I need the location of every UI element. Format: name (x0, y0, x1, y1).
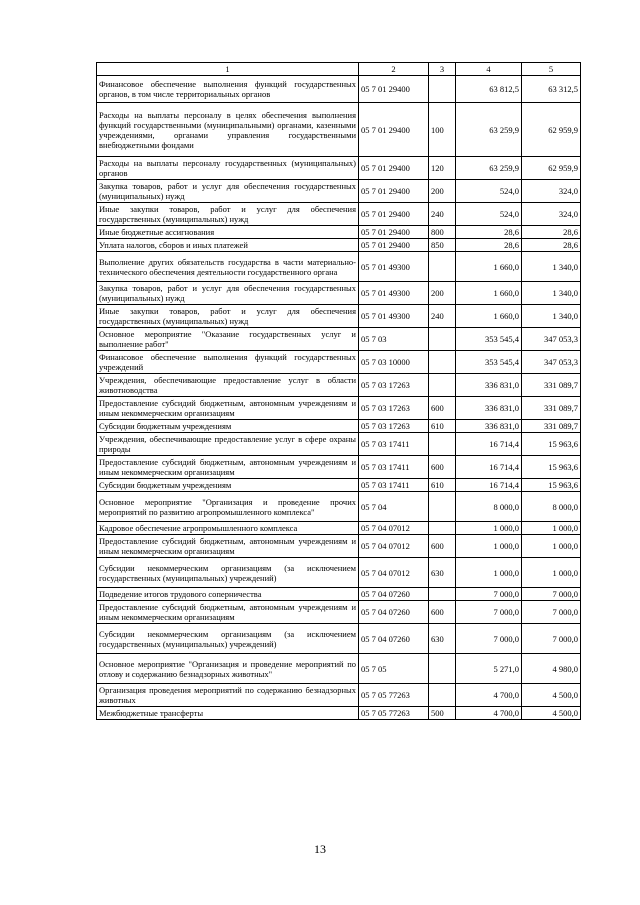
row-code: 05 7 03 (359, 328, 429, 351)
row-value-2: 62 959,9 (522, 157, 581, 180)
row-name: Уплата налогов, сборов и иных платежей (97, 239, 359, 252)
row-value-2: 7 000,0 (522, 588, 581, 601)
table-row (97, 707, 581, 720)
row-code: 05 7 03 10000 (359, 351, 429, 374)
table-row (97, 558, 581, 588)
row-code: 05 7 04 07012 (359, 535, 429, 558)
row-code: 05 7 01 29400 (359, 76, 429, 103)
row-value-1: 524,0 (456, 203, 522, 226)
row-code: 05 7 05 (359, 654, 429, 684)
row-name: Субсидии бюджетным учреждениям (97, 479, 359, 492)
table-row (97, 239, 581, 252)
table-row (97, 252, 581, 282)
table-row (97, 305, 581, 328)
row-code: 05 7 03 17411 (359, 479, 429, 492)
row-value-2: 347 053,3 (522, 328, 581, 351)
row-expense-type (429, 374, 456, 397)
row-expense-type (429, 252, 456, 282)
table-row (97, 180, 581, 203)
row-value-2: 4 500,0 (522, 707, 581, 720)
row-value-2: 1 000,0 (522, 535, 581, 558)
table-row (97, 433, 581, 456)
table-row (97, 226, 581, 239)
row-code: 05 7 01 29400 (359, 180, 429, 203)
row-code: 05 7 03 17263 (359, 397, 429, 420)
row-value-1: 16 714,4 (456, 479, 522, 492)
row-expense-type: 100 (429, 103, 456, 157)
row-name: Иные закупки товаров, работ и услуг для обеспечения государственных (муниципальных) нужд (97, 305, 359, 328)
header-col-3: 3 (429, 63, 456, 76)
table-row (97, 282, 581, 305)
row-code: 05 7 05 77263 (359, 684, 429, 707)
row-code: 05 7 01 49300 (359, 252, 429, 282)
row-expense-type (429, 684, 456, 707)
row-name: Расходы на выплаты персоналу государственных (муниципальных) органов (97, 157, 359, 180)
row-value-1: 5 271,0 (456, 654, 522, 684)
table-row (97, 535, 581, 558)
row-name: Организация проведения мероприятий по содержанию безнадзорных животных (97, 684, 359, 707)
row-value-1: 336 831,0 (456, 397, 522, 420)
row-code: 05 7 01 49300 (359, 305, 429, 328)
table-row (97, 479, 581, 492)
row-value-1: 4 700,0 (456, 707, 522, 720)
row-name: Иные бюджетные ассигнования (97, 226, 359, 239)
row-name: Субсидии некоммерческим организациям (за исключением государственных (муниципальных) учреждений) (97, 558, 359, 588)
row-value-2: 8 000,0 (522, 492, 581, 522)
row-value-2: 347 053,3 (522, 351, 581, 374)
row-code: 05 7 04 (359, 492, 429, 522)
row-code: 05 7 04 07012 (359, 522, 429, 535)
row-expense-type (429, 492, 456, 522)
header-col-4: 4 (456, 63, 522, 76)
row-name: Основное мероприятие "Организация и проведение мероприятий по отлову и содержанию безнадзорных животных" (97, 654, 359, 684)
row-value-2: 15 963,6 (522, 479, 581, 492)
row-expense-type (429, 654, 456, 684)
row-value-2: 15 963,6 (522, 433, 581, 456)
row-code: 05 7 01 29400 (359, 239, 429, 252)
row-value-1: 1 000,0 (456, 535, 522, 558)
row-code: 05 7 01 49300 (359, 282, 429, 305)
row-value-1: 28,6 (456, 226, 522, 239)
row-expense-type (429, 433, 456, 456)
row-name: Закупка товаров, работ и услуг для обеспечения государственных (муниципальных) нужд (97, 282, 359, 305)
row-expense-type (429, 522, 456, 535)
row-value-1: 353 545,4 (456, 351, 522, 374)
row-name: Субсидии бюджетным учреждениям (97, 420, 359, 433)
row-value-2: 324,0 (522, 180, 581, 203)
row-name: Предоставление субсидий бюджетным, автономным учреждениям и иным некоммерческим организациям (97, 601, 359, 624)
row-name: Учреждения, обеспечивающие предоставление услуг в области животноводства (97, 374, 359, 397)
budget-table (96, 62, 581, 720)
header-col-2: 2 (359, 63, 429, 76)
row-value-2: 7 000,0 (522, 624, 581, 654)
row-expense-type: 850 (429, 239, 456, 252)
row-name: Иные закупки товаров, работ и услуг для обеспечения государственных (муниципальных) нужд (97, 203, 359, 226)
table-row (97, 351, 581, 374)
row-value-1: 1 000,0 (456, 558, 522, 588)
row-value-1: 1 660,0 (456, 305, 522, 328)
row-expense-type (429, 76, 456, 103)
row-expense-type: 240 (429, 305, 456, 328)
row-value-2: 28,6 (522, 239, 581, 252)
table-row (97, 684, 581, 707)
row-value-2: 331 089,7 (522, 420, 581, 433)
row-value-1: 16 714,4 (456, 456, 522, 479)
table-header-row (97, 63, 581, 76)
row-name: Кадровое обеспечение агропромышленного комплекса (97, 522, 359, 535)
row-value-1: 336 831,0 (456, 374, 522, 397)
row-expense-type: 600 (429, 601, 456, 624)
row-value-1: 1 660,0 (456, 252, 522, 282)
row-name: Основное мероприятие "Организация и проведение прочих мероприятий по развитию агропромышленного комплекса" (97, 492, 359, 522)
table-row (97, 492, 581, 522)
row-value-2: 1 340,0 (522, 282, 581, 305)
row-name: Расходы на выплаты персоналу в целях обеспечения выполнения функций государственными (муниципальными) органами, казенными учреждениями, органами управления государственными внебюджетными фондами (97, 103, 359, 157)
row-code: 05 7 04 07012 (359, 558, 429, 588)
row-code: 05 7 04 07260 (359, 624, 429, 654)
row-code: 05 7 04 07260 (359, 601, 429, 624)
row-expense-type: 600 (429, 397, 456, 420)
table-body (97, 76, 581, 720)
table-row (97, 624, 581, 654)
row-code: 05 7 04 07260 (359, 588, 429, 601)
table-row (97, 588, 581, 601)
row-value-1: 336 831,0 (456, 420, 522, 433)
row-expense-type: 240 (429, 203, 456, 226)
row-code: 05 7 03 17411 (359, 433, 429, 456)
row-value-1: 8 000,0 (456, 492, 522, 522)
row-name: Выполнение других обязательств государства в части материально-технического обеспечения деятельности государственного органа (97, 252, 359, 282)
table-row (97, 456, 581, 479)
row-value-2: 324,0 (522, 203, 581, 226)
row-value-2: 63 312,5 (522, 76, 581, 103)
row-value-2: 331 089,7 (522, 397, 581, 420)
row-value-2: 28,6 (522, 226, 581, 239)
row-expense-type: 600 (429, 456, 456, 479)
row-expense-type: 120 (429, 157, 456, 180)
table-row (97, 654, 581, 684)
row-value-2: 15 963,6 (522, 456, 581, 479)
row-value-2: 1 340,0 (522, 305, 581, 328)
row-expense-type: 500 (429, 707, 456, 720)
table-row (97, 157, 581, 180)
row-name: Финансовое обеспечение выполнения функций государственных органов, в том числе территориальных органов (97, 76, 359, 103)
row-code: 05 7 03 17263 (359, 374, 429, 397)
row-value-1: 63 259,9 (456, 103, 522, 157)
row-name: Предоставление субсидий бюджетным, автономным учреждениям и иным некоммерческим организациям (97, 535, 359, 558)
header-col-1: 1 (97, 63, 359, 76)
row-code: 05 7 01 29400 (359, 203, 429, 226)
table-row (97, 601, 581, 624)
row-value-2: 1 000,0 (522, 522, 581, 535)
row-name: Субсидии некоммерческим организациям (за исключением государственных (муниципальных) учреждений) (97, 624, 359, 654)
row-value-2: 7 000,0 (522, 601, 581, 624)
table-row (97, 103, 581, 157)
row-expense-type (429, 588, 456, 601)
row-value-1: 63 812,5 (456, 76, 522, 103)
row-value-1: 524,0 (456, 180, 522, 203)
row-expense-type: 200 (429, 180, 456, 203)
table-row (97, 374, 581, 397)
row-expense-type: 630 (429, 558, 456, 588)
row-name: Подведение итогов трудового соперничества (97, 588, 359, 601)
row-code: 05 7 05 77263 (359, 707, 429, 720)
row-value-2: 4 980,0 (522, 654, 581, 684)
row-name: Предоставление субсидий бюджетным, автономным учреждениям и иным некоммерческим организациям (97, 456, 359, 479)
row-value-1: 353 545,4 (456, 328, 522, 351)
row-expense-type (429, 351, 456, 374)
row-name: Предоставление субсидий бюджетным, автономным учреждениям и иным некоммерческим организациям (97, 397, 359, 420)
row-name: Учреждения, обеспечивающие предоставление услуг в сфере охраны природы (97, 433, 359, 456)
row-value-1: 16 714,4 (456, 433, 522, 456)
row-value-1: 28,6 (456, 239, 522, 252)
row-expense-type: 800 (429, 226, 456, 239)
row-expense-type: 630 (429, 624, 456, 654)
header-col-5: 5 (522, 63, 581, 76)
row-name: Закупка товаров, работ и услуг для обеспечения государственных (муниципальных) нужд (97, 180, 359, 203)
page-number: 13 (314, 842, 326, 856)
table-row (97, 203, 581, 226)
row-value-2: 1 000,0 (522, 558, 581, 588)
row-value-2: 1 340,0 (522, 252, 581, 282)
row-code: 05 7 01 29400 (359, 157, 429, 180)
table-row (97, 76, 581, 103)
row-value-2: 331 089,7 (522, 374, 581, 397)
row-code: 05 7 03 17411 (359, 456, 429, 479)
table-row (97, 397, 581, 420)
row-expense-type (429, 328, 456, 351)
row-expense-type: 610 (429, 479, 456, 492)
table-row (97, 328, 581, 351)
row-name: Финансовое обеспечение выполнения функций государственных учреждений (97, 351, 359, 374)
row-value-1: 7 000,0 (456, 601, 522, 624)
row-name: Основное мероприятие "Оказание государственных услуг и выполнение работ" (97, 328, 359, 351)
row-value-1: 1 000,0 (456, 522, 522, 535)
row-value-1: 7 000,0 (456, 588, 522, 601)
table-row (97, 522, 581, 535)
row-expense-type: 600 (429, 535, 456, 558)
row-code: 05 7 01 29400 (359, 226, 429, 239)
row-code: 05 7 01 29400 (359, 103, 429, 157)
row-value-1: 63 259,9 (456, 157, 522, 180)
row-value-1: 1 660,0 (456, 282, 522, 305)
row-expense-type: 200 (429, 282, 456, 305)
row-expense-type: 610 (429, 420, 456, 433)
row-value-2: 62 959,9 (522, 103, 581, 157)
row-value-2: 4 500,0 (522, 684, 581, 707)
row-code: 05 7 03 17263 (359, 420, 429, 433)
row-name: Межбюджетные трансферты (97, 707, 359, 720)
row-value-1: 7 000,0 (456, 624, 522, 654)
table-row (97, 420, 581, 433)
row-value-1: 4 700,0 (456, 684, 522, 707)
